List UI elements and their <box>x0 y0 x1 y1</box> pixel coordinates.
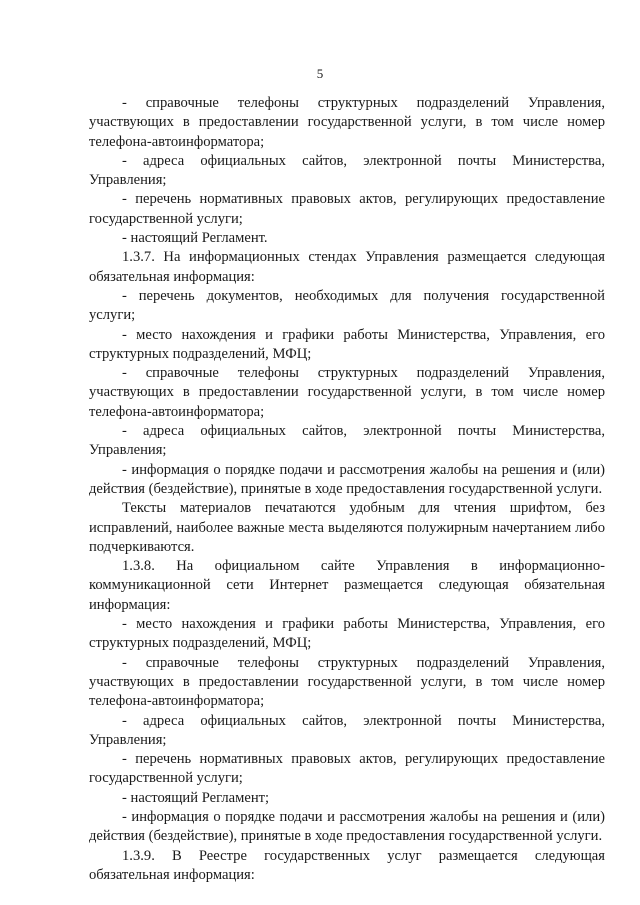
paragraph: - справочные телефоны структурных подразделений Управления, участвующих в предоставлении государственной услуги, в том числе номер телефона-автоинформатора; <box>89 95 605 150</box>
paragraph: - справочные телефоны структурных подразделений Управления, участвующих в предоставлении государственной услуги, в том числе номер телефона-автоинформатора; <box>89 365 605 420</box>
paragraph: - настоящий Регламент. <box>122 230 268 247</box>
section-1-3-7: 1.3.7. На информационных стендах Управления размещается следующая обязательная информация: <box>89 249 605 285</box>
paragraph: - адреса официальных сайтов, электронной почты Министерства, Управления; <box>89 423 605 459</box>
section-1-3-8: 1.3.8. На официальном сайте Управления в информационно-коммуникационной сети Интернет размещается следующая обязательная информация: <box>89 558 605 613</box>
paragraph: - место нахождения и графики работы Министерства, Управления, его структурных подразделений, МФЦ; <box>89 616 605 652</box>
paragraph: - перечень документов, необходимых для получения государственной услуги; <box>89 287 605 324</box>
paragraph: - место нахождения и графики работы Министерства, Управления, его структурных подразделений, МФЦ; <box>89 326 605 362</box>
paragraph: - справочные телефоны структурных подразделений Управления, участвующих в предоставлении государственной услуги, в том числе номер телефона-автоинформатора; <box>89 654 605 710</box>
paragraph: - информация о порядке подачи и рассмотрения жалобы на решения и (или) действия (бездействие), принятые в ходе предоставления государственной услуги. <box>89 808 605 845</box>
paragraph: - перечень нормативных правовых актов, регулирующих предоставление государственной услуги; <box>89 751 605 787</box>
paragraph: - адреса официальных сайтов, электронной почты Министерства, Управления; <box>89 152 605 189</box>
paragraph: - информация о порядке подачи и рассмотрения жалобы на решения и (или) действия (бездействие), принятые в ходе предоставления государственной услуги. <box>89 461 605 497</box>
section-1-3-9: 1.3.9. В Реестре государственных услуг размещается следующая обязательная информация: <box>89 847 605 883</box>
document-body <box>89 94 605 885</box>
paragraph: - перечень нормативных правовых актов, регулирующих предоставление государственной услуги; <box>89 191 605 227</box>
paragraph: Тексты материалов печатаются удобным для чтения шрифтом, без исправлений, наиболее важные места выделяются полужирным начертанием либо подчеркиваются. <box>89 500 605 555</box>
page-number: 5 <box>316 66 324 81</box>
paragraph: - адреса официальных сайтов, электронной почты Министерства, Управления; <box>89 712 605 748</box>
paragraph: - настоящий Регламент; <box>122 789 270 806</box>
